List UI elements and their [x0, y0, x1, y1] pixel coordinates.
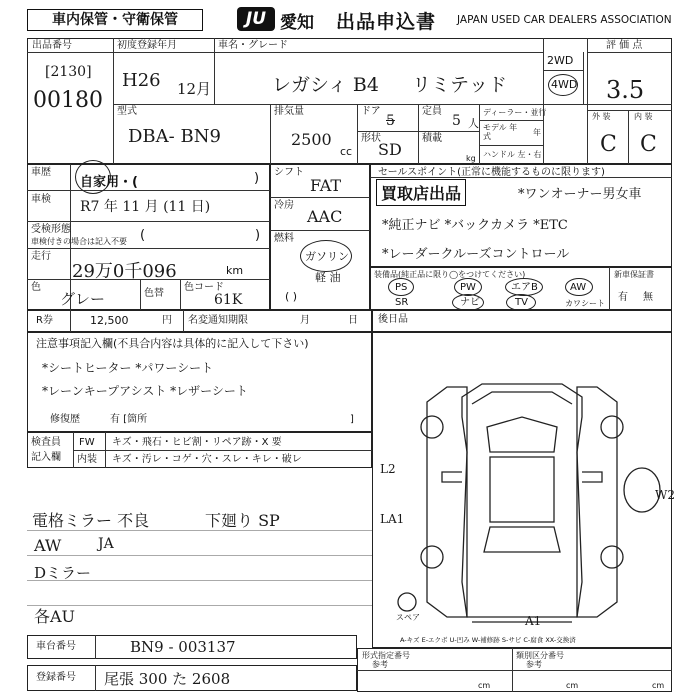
transfer-label: 受検形態: [31, 224, 71, 235]
car-name-label: 車名・グレード: [218, 40, 288, 51]
capacity-unit: 人: [468, 117, 479, 130]
car-grade: リミテッド: [412, 74, 508, 96]
inspection-value: R7 年 11 月 (11 日): [80, 199, 211, 215]
exterior-grade: C: [600, 132, 617, 157]
usage-label: 車歴: [31, 167, 51, 178]
mileage-value: 29万0千096: [72, 261, 177, 282]
color-label: 色: [31, 282, 41, 293]
door-value: 5: [386, 113, 395, 129]
cm-2: cm: [566, 681, 579, 690]
color-code-label: 色コード: [184, 282, 224, 293]
warranty-label: 新車保証書: [614, 270, 654, 279]
reg-year: H26: [122, 70, 161, 91]
door-label: ドア: [361, 106, 381, 117]
equip-sr: SR: [395, 297, 409, 308]
selling-line2: *純正ナビ *バックカメラ *ETC: [382, 218, 568, 233]
cm-1: cm: [478, 681, 491, 690]
fuel-paren: ( ): [285, 290, 298, 303]
note-ja: JA: [98, 536, 114, 552]
ps-circle: [388, 278, 414, 296]
mileage-unit: km: [226, 264, 244, 277]
org-name: JAPAN USED CAR DEALERS ASSOCIATION: [457, 14, 672, 26]
model-year-label: モデル 年式: [483, 123, 518, 141]
form-title: 出品申込書: [336, 11, 437, 33]
month-unit: 月: [300, 315, 310, 326]
buyer-stamp: 買取店出品: [376, 179, 466, 206]
day-unit: 日: [348, 315, 358, 326]
ac-label: 冷房: [274, 200, 294, 211]
cc-unit: cc: [340, 145, 353, 158]
shape-value: SD: [378, 140, 402, 159]
equip-ps: PS: [395, 282, 408, 293]
score-label: 評 価 点: [606, 40, 643, 51]
lot-number: 00180: [33, 88, 103, 113]
equip-navi: ナビ: [460, 297, 480, 308]
ju-logo: JU: [237, 7, 275, 31]
tv-circle: [506, 294, 536, 311]
equip-kawa-seat: カワシート: [565, 299, 605, 308]
usage-close: ): [254, 171, 260, 186]
shape-label: 形状: [361, 133, 381, 144]
color-alt-label: 色替: [144, 288, 164, 299]
ac-value: AAC: [307, 207, 343, 226]
inspection-label: 車検: [31, 194, 51, 205]
mark-l2: L2: [380, 462, 396, 476]
repair-close: ]: [350, 414, 354, 425]
mark-w2: W2: [655, 488, 675, 502]
usage-value: 自家用・(: [80, 175, 138, 190]
ref-label: 参考: [372, 660, 388, 669]
inspector-label1: 検査員: [31, 437, 61, 448]
exterior-label: 外 装: [592, 112, 611, 121]
note-d-mirror: Dミラー: [34, 564, 92, 582]
reg-month: 12月: [177, 80, 212, 98]
inspector-row1: キズ・飛石・ヒビ割・リペア跡・X 要: [112, 437, 282, 448]
fuel-label: 燃料: [274, 233, 294, 244]
fuel-light: 軽 油: [315, 271, 341, 284]
ref2-label: 参考: [526, 660, 542, 669]
inspector-row2: キズ・汚レ・コゲ・穴・スレ・キレ・破レ: [112, 454, 302, 465]
repair-label: 修復歴: [50, 414, 80, 425]
navi-circle: [452, 294, 484, 311]
notes-title: 注意事項記入欄(不具合内容は具体的に記入して下さい): [36, 337, 309, 350]
shift-label: シフト: [274, 167, 304, 178]
cm-3: cm: [652, 681, 665, 690]
warranty-yes: 有: [618, 292, 628, 303]
year-unit: 年: [533, 128, 541, 137]
lot-label: 出品番号: [32, 40, 72, 51]
displacement-value: 2500: [291, 130, 332, 149]
inspector-fw: FW: [79, 437, 95, 448]
car-name: レガシィ B4: [272, 74, 379, 96]
category-label: 類別区分番号: [516, 651, 564, 660]
note-aw: AW: [34, 536, 62, 555]
equip-aw: AW: [570, 282, 587, 293]
recycle-amount: 12,500: [90, 314, 129, 327]
note-undercarriage: 下廻り SP: [205, 511, 280, 530]
recycle-label: R券: [36, 315, 53, 326]
capacity-value: 5: [452, 113, 461, 129]
car-damage-diagram: [372, 332, 672, 648]
mark-bottom-a1: A1: [525, 614, 542, 628]
color-code-value: 61K: [214, 292, 243, 308]
color-value: グレー: [60, 290, 106, 308]
interior-grade: C: [640, 132, 657, 157]
later-item-label: 後日品: [378, 314, 408, 325]
reg-label: 初度登録年月: [117, 40, 177, 51]
type-label: 型式: [117, 106, 137, 117]
shift-value: FAT: [310, 176, 342, 195]
equip-pw: PW: [460, 282, 476, 293]
loading-label: 積載: [422, 133, 442, 144]
warranty-no: 無: [643, 292, 653, 303]
transfer-note: 車検付きの場合は記入不要: [31, 237, 127, 246]
plate-number: 尾張 300 た 2608: [104, 670, 231, 688]
note-mirror: 電格ミラー 不良: [32, 511, 150, 530]
mileage-label: 走行: [31, 251, 51, 262]
note-each-au: 各AU: [34, 607, 76, 626]
selling-line1: *ワンオーナー男女車: [518, 187, 642, 202]
later-item-box: [372, 310, 672, 332]
model-code: DBA- BN9: [128, 126, 221, 147]
capacity-label: 定員: [422, 106, 442, 117]
interior-label: 内 装: [634, 112, 653, 121]
selling-line3: *レーダークルーズコントロール: [382, 247, 570, 262]
drive-2wd: 2WD: [547, 54, 574, 67]
chassis-number: BN9 - 003137: [130, 638, 236, 656]
mark-la1: LA1: [380, 512, 405, 526]
loading-unit: kg: [466, 154, 476, 163]
form-label: 形式指定番号: [362, 651, 410, 660]
damage-legend: A-キズ E-エクボ U-凹み W-補修跡 S-サビ C-腐食 XX-交換済: [400, 636, 576, 644]
recycle-unit: 円: [162, 315, 172, 326]
lot-sub: [2130]: [45, 64, 92, 80]
fuel-gas: ガソリン: [305, 250, 349, 263]
notes-line2: *レーンキープアシスト *レザーシート: [42, 384, 248, 398]
repair-value: 有 [箇所: [110, 414, 148, 425]
score-value: 3.5: [606, 76, 645, 104]
notes-line1: *シートヒーター *パワーシート: [42, 361, 214, 375]
chassis-label: 車台番号: [36, 641, 76, 652]
equipment-title: 装備品(純正品に限り◯をつけてください): [374, 270, 526, 279]
displacement-label: 排気量: [274, 106, 304, 117]
deadline-label: 名変通知期限: [188, 315, 248, 326]
equip-tv: TV: [515, 297, 528, 308]
spare-label: スペア: [396, 613, 420, 622]
handle-label: ハンドル 左・右: [483, 150, 542, 159]
equip-airbag: エアB: [511, 282, 538, 293]
dealer-label: ディーラー・並行: [483, 108, 547, 117]
drive-4wd: 4WD: [551, 78, 578, 91]
inspector-label2: 記入欄: [31, 452, 61, 463]
selling-title: セールスポイント(正常に機能するものに限ります): [378, 167, 605, 178]
aw-circle: [565, 278, 593, 296]
plate-label: 登録番号: [36, 672, 76, 683]
logo-text: 愛知: [280, 13, 314, 33]
inspector-interior: 内装: [77, 454, 97, 465]
storage-stamp: 車内保管・守衛保管: [27, 9, 203, 31]
